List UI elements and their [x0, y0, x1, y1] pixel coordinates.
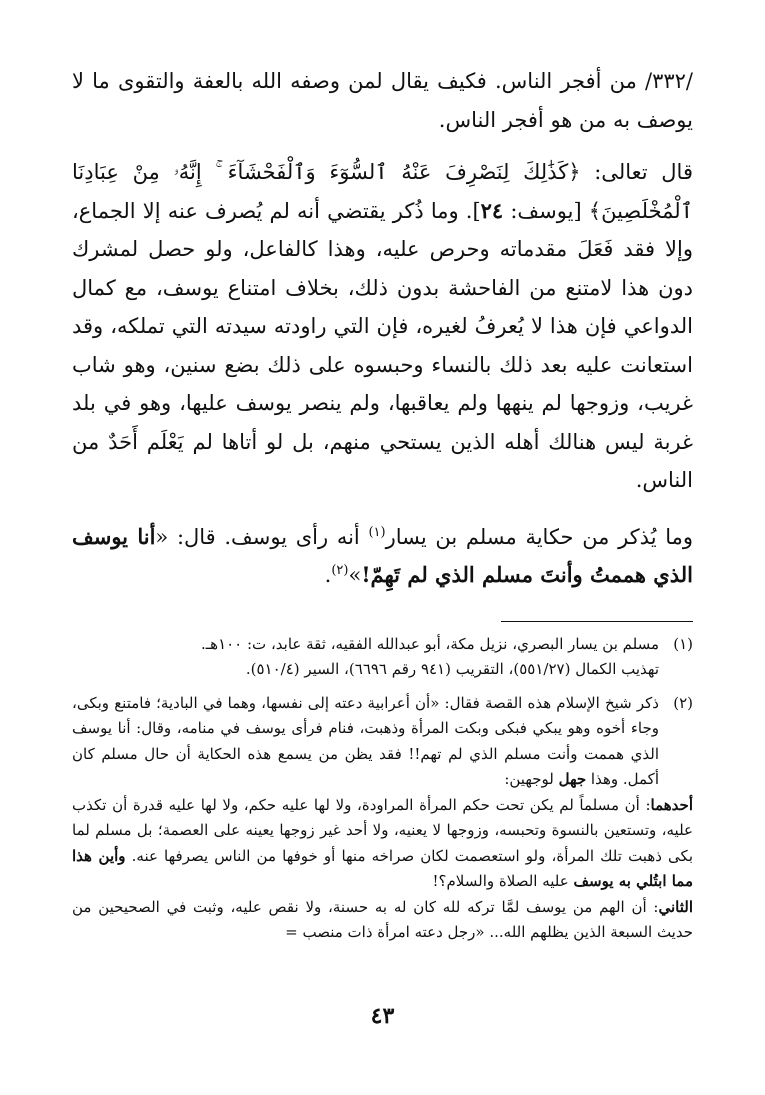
verse-reference-open: [يوسف:	[503, 198, 589, 223]
footnote-2-first	[72, 793, 693, 895]
footnote-ref-1[interactable]: (١)	[368, 524, 386, 540]
footnote-2-second-point	[72, 895, 693, 946]
paragraph-2	[72, 153, 693, 500]
paragraph-3-d: .	[324, 563, 332, 587]
footnote-2-text-2: لوجهين:	[504, 770, 559, 788]
paragraph-3-c: »	[348, 563, 362, 587]
footnote-2-second-label: الثاني	[658, 897, 693, 916]
paragraph-3-a: وما يُذكر من حكاية مسلم بن يسار	[385, 524, 693, 549]
footnote-2-first-point	[72, 793, 693, 895]
footnote-2-first-end: عليه الصلاة والسلام؟!	[432, 872, 574, 890]
paragraph-3	[72, 518, 693, 595]
footnote-2-first-text: : أن مسلماً لم يكن تحت حكم المرأة المراودة، ولا لها عليه حكم، ولا لها عليه قدرة أن تكذب عليه، وتستعين بالنسوة وتحبسه، وزوجها لا يعنيه، ولا أحد غير زوجها يعينه على العصمة؛ بل مسلم لما بكى ذهبت تلك المرأة، ولو استعصمت لكان صراخه منها أو خوفها من الناس يصرفها عنه.	[72, 795, 693, 865]
footnote-1	[72, 632, 693, 683]
page-number: ٤٣	[370, 1003, 395, 1029]
footnote-ref-2[interactable]: (٢)	[331, 563, 349, 578]
footnote-1-line-2: تهذيب الكمال (٥٥١/٢٧)، التقريب (٩٤١ رقم ٦٦٩٦)، السير (٥١٠/٤).	[245, 660, 659, 678]
verse-reference-number: ٢٤	[480, 197, 504, 223]
footnote-2	[72, 691, 693, 793]
footnote-2-second	[72, 895, 693, 946]
footnote-2-bold-1: جهل	[558, 770, 587, 788]
paragraph-2-intro: قال تعالى:	[580, 160, 693, 184]
paragraph-2-rest: ]. وما ذُكر يقتضي أنه لم يُصرف عنه إلا الجماع، وإلا فقد فَعَلَ مقدماته وحرص عليه، وهذا كالفاعل، ولو حصل لمشرك دون هذا لامتنع من الفاحشة بدون ذلك، بخلاف امتناع يوسف، مع كمال الدواعي فإن هذا لا يُعرفُ لغيره، فإن التي راودته سيدته التي تملكه، وقد استعانت عليه بعد ذلك بالنساء وحبسوه على ذلك بضع سنين، وهو شاب غريب، وزوجها لم ينهها ولم يعاقبها، ولم ينصر يوسف عليها، وهو في بلد غربة ليس هنالك أهله الذين يستحي منهم، بل لو أتاها لم يَعْلَم أَحَدٌ من الناس.	[72, 198, 693, 492]
footnote-2-second-text: : أن الهم من يوسف لمَّا تركه لله كان له به حسنة، ولا نقص عليه، وثبت في الصحيحين من حديث السبعة الذين يظلهم الله... «رجل دعته امرأة ذات منصب =	[72, 897, 693, 941]
footnote-1-number: (١)	[673, 634, 693, 653]
paragraph-1	[72, 62, 693, 139]
quote-bold: أنا يوسف الذي هممتُ وأنتَ مسلم الذي لم تَهِمّ!	[72, 523, 693, 587]
footnote-2-first-bold: وأين هذا مما ابتُلي به يوسف	[72, 846, 693, 890]
footnote-2-number: (٢)	[673, 693, 693, 712]
footnote-divider	[501, 621, 693, 622]
footnote-1-line-1: مسلم بن يسار البصري، نزيل مكة، أبو عبدالله الفقيه، ثقة عابد، ت: ١٠٠هـ.	[200, 634, 659, 653]
paragraph-3-b: أنه رأى يوسف. قال: «	[155, 524, 369, 549]
footnote-2-intro	[72, 691, 659, 793]
footnote-2-first-label: أحدهما	[650, 795, 693, 814]
paragraph-1-text: /٣٣٢/ من أفجر الناس. فكيف يقال لمن وصفه الله بالعفة والتقوى ما لا يوصف به من هو أفجر الناس.	[72, 69, 693, 132]
footnote-2-text-1: ذكر شيخ الإسلام هذه القصة فقال: «أن أعرابية دعته إلى نفسها، وهما في البادية؛ فامتنع وبكى، وجاء أخوه وهو يبكي فبكى وبكت المرأة وذهبت، فنام فرأى يوسف في منامه، وقال: أنا يوسف الذي هممت وأنت مسلم الذي لم تهم!! فقد يظن من يسمع هذه الحكاية أن حال مسلم كان أكمل. وهذا	[72, 693, 659, 788]
quran-verse: ﴿كَذَٰلِكَ لِنَصْرِفَ عَنْهُ ٱلسُّوٓءَ وَٱلْفَحْشَآءَ ۚ إِنَّهُۥ مِنْ عِبَادِنَا ٱلْمُخْلَصِينَ﴾	[72, 160, 693, 223]
